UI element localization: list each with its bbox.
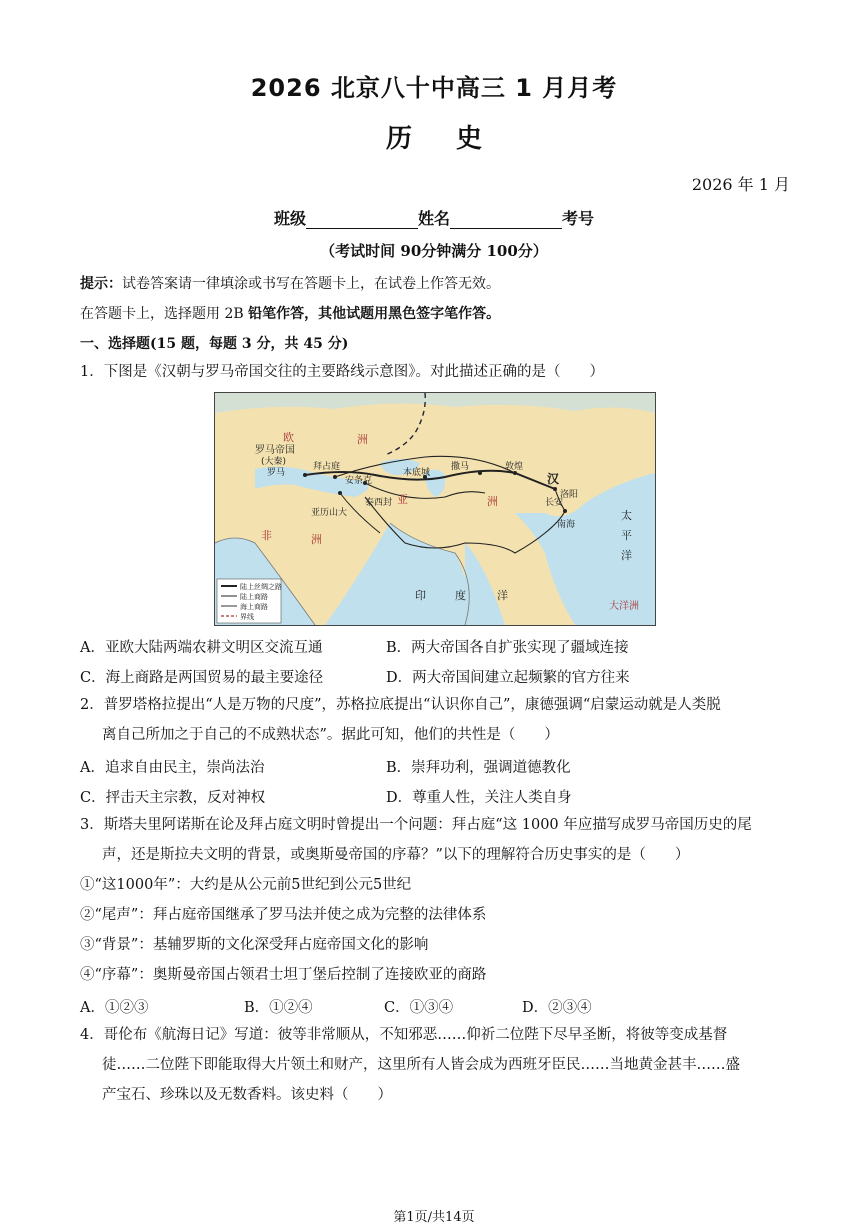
map-label-europe-2: 洲 [357, 433, 368, 446]
q4-stem [80, 1020, 792, 1110]
q2-option-d[interactable]: D．尊重人性，关注人类自身 [386, 790, 572, 806]
legend-silk-road: 陆上丝绸之路 [240, 583, 282, 591]
exam-title: 2026 北京八十中高三 1 月月考 [250, 74, 618, 102]
q2-line-1: 2．普罗塔格拉提出“人是万物的尺度”，苏格拉底提出“认识你自己”，康德强调“启蒙运动就是人类脱 [80, 697, 721, 713]
map-label-europe-1: 欧 [283, 431, 294, 444]
q3-option-a[interactable]: A．①②③ [80, 1000, 149, 1016]
map-label-city-1: 本底城 [403, 468, 431, 478]
q3-item-4: ④“序幕”：奥斯曼帝国占领君士坦丁堡后控制了连接欧亚的商路 [80, 967, 487, 983]
name-label: 姓名 [417, 209, 450, 228]
notice-line-1 [80, 274, 500, 294]
map-label-indian-1: 印 [415, 589, 426, 602]
map-label-daqin: (大秦) [261, 457, 287, 467]
map-label-byzantium: 拜占庭 [313, 462, 341, 472]
q3-stem [80, 810, 792, 990]
q4-line-3: 产宝石、珍珠以及无数香料。该史料（ ） [102, 1087, 392, 1103]
q4-line-2: 徒……二位陛下即能取得大片领土和财产，这里所有人皆会成为西班牙臣民……当地黄金甚丰……盛 [102, 1057, 740, 1073]
subject-title: 历史 [385, 124, 526, 154]
legend-land-route: 陆上商路 [240, 593, 268, 601]
notice-line-2 [80, 304, 500, 324]
time-note: （考试时间 90分钟满分 100分） [320, 242, 548, 260]
q1-option-a[interactable]: A．亚欧大陆两端农耕文明区交流互通 [80, 640, 323, 656]
q2-line-2: 离自己所加之于自己的不成熟状态”。据此可知，他们的共性是（ ） [102, 727, 559, 743]
notice-prefix: 提示： [80, 276, 122, 292]
q3-item-1: ①“这1000年”：大约是从公元前5世纪到公元5世纪 [80, 877, 412, 893]
q3-item-3: ③“背景”：基辅罗斯的文化深受拜占庭帝国文化的影响 [80, 937, 429, 953]
q3-option-d[interactable]: D．②③④ [522, 1000, 592, 1016]
q1-stem: 1．下图是《汉朝与罗马帝国交往的主要路线示意图》。对此描述正确的是（ ） [80, 364, 604, 380]
map-label-city-2: 撒马 [451, 462, 470, 472]
map-label-changan: 长安 [545, 498, 564, 508]
q3-option-c[interactable]: C．①③④ [384, 1000, 454, 1016]
class-label: 班级 [273, 209, 306, 228]
q1-option-c[interactable]: C．海上商路是两国贸易的最主要途径 [80, 670, 324, 686]
map-label-africa-1: 非 [261, 529, 272, 542]
map-label-pacific-3: 洋 [621, 549, 632, 562]
map-label-pacific-2: 平 [621, 529, 632, 542]
student-info-line [0, 206, 868, 229]
map-label-indian-2: 度 [455, 589, 466, 602]
map-label-nanhai: 南海 [557, 520, 576, 530]
map-label-ctesiphon: 泰西封 [365, 498, 393, 508]
map-label-asia-2: 洲 [487, 495, 498, 508]
q2-stem [80, 690, 792, 750]
map-label-dunhuang: 敦煌 [505, 462, 524, 472]
map-label-africa-2: 洲 [311, 533, 322, 546]
legend-sea-route: 海上商路 [240, 603, 268, 611]
notice-text-1: 试卷答案请一律填涂或书写在答题卡上，在试卷上作答无效。 [122, 276, 500, 292]
q3-option-b[interactable]: B．①②④ [244, 1000, 313, 1016]
q1-option-b[interactable]: B．两大帝国各自扩张实现了疆域连接 [386, 640, 629, 656]
map-label-oceania: 大洋洲 [609, 601, 639, 612]
page-number: 第1页/共14页 [393, 1210, 475, 1225]
q1-option-d[interactable]: D．两大帝国间建立起频繁的官方往来 [386, 670, 630, 686]
q3-line-2: 声，还是斯拉夫文明的背景，或奥斯曼帝国的序幕？”以下的理解符合历史事实的是（ ） [102, 847, 690, 863]
map-label-han: 汉 [547, 472, 560, 486]
han-rome-route-map [214, 392, 656, 626]
notice-text-2a: 在答题卡上，选择题用 2B [80, 306, 249, 322]
exam-date: 2026 年 1 月 [691, 175, 790, 194]
section-title: 一、选择题(15 题，每题 3 分，共 45 分) [80, 336, 349, 352]
map-label-pacific-1: 太 [621, 509, 632, 522]
map-label-alexandria: 亚历山大 [311, 508, 348, 518]
name-blank [450, 210, 562, 229]
q2-option-b[interactable]: B．崇拜功利，强调道德教化 [386, 760, 571, 776]
map-label-luoyang: 洛阳 [560, 490, 579, 500]
q2-option-a[interactable]: A．追求自由民主，崇尚法治 [80, 760, 265, 776]
q3-line-1: 3．斯塔夫里阿诺斯在论及拜占庭文明时曾提出一个问题：拜占庭“这 1000 年应描写成罗马帝国历史的尾 [80, 817, 752, 833]
notice-text-2b: 铅笔作答，其他试题用黑色签字笔作答。 [248, 306, 501, 322]
map-label-antioch: 安条克 [345, 476, 373, 486]
map-label-rome: 罗马 [267, 468, 286, 478]
q4-line-1: 4．哥伦布《航海日记》写道：彼等非常顺从，不知邪恶……仰祈二位陛下尽早圣断，将彼等变成基督 [80, 1027, 728, 1043]
map-label-roman-empire: 罗马帝国 [255, 445, 295, 456]
map-legend [217, 579, 282, 623]
q3-item-2: ②“尾声”：拜占庭帝国继承了罗马法并使之成为完整的法律体系 [80, 907, 487, 923]
legend-boundary: 界线 [240, 613, 254, 621]
q2-option-c[interactable]: C．抨击天主宗教，反对神权 [80, 790, 266, 806]
map-label-asia-1: 亚 [397, 493, 408, 506]
class-blank [306, 210, 418, 229]
exam-no-label: 考号 [562, 209, 595, 228]
map-svg [215, 393, 655, 625]
map-label-indian-3: 洋 [497, 589, 508, 602]
